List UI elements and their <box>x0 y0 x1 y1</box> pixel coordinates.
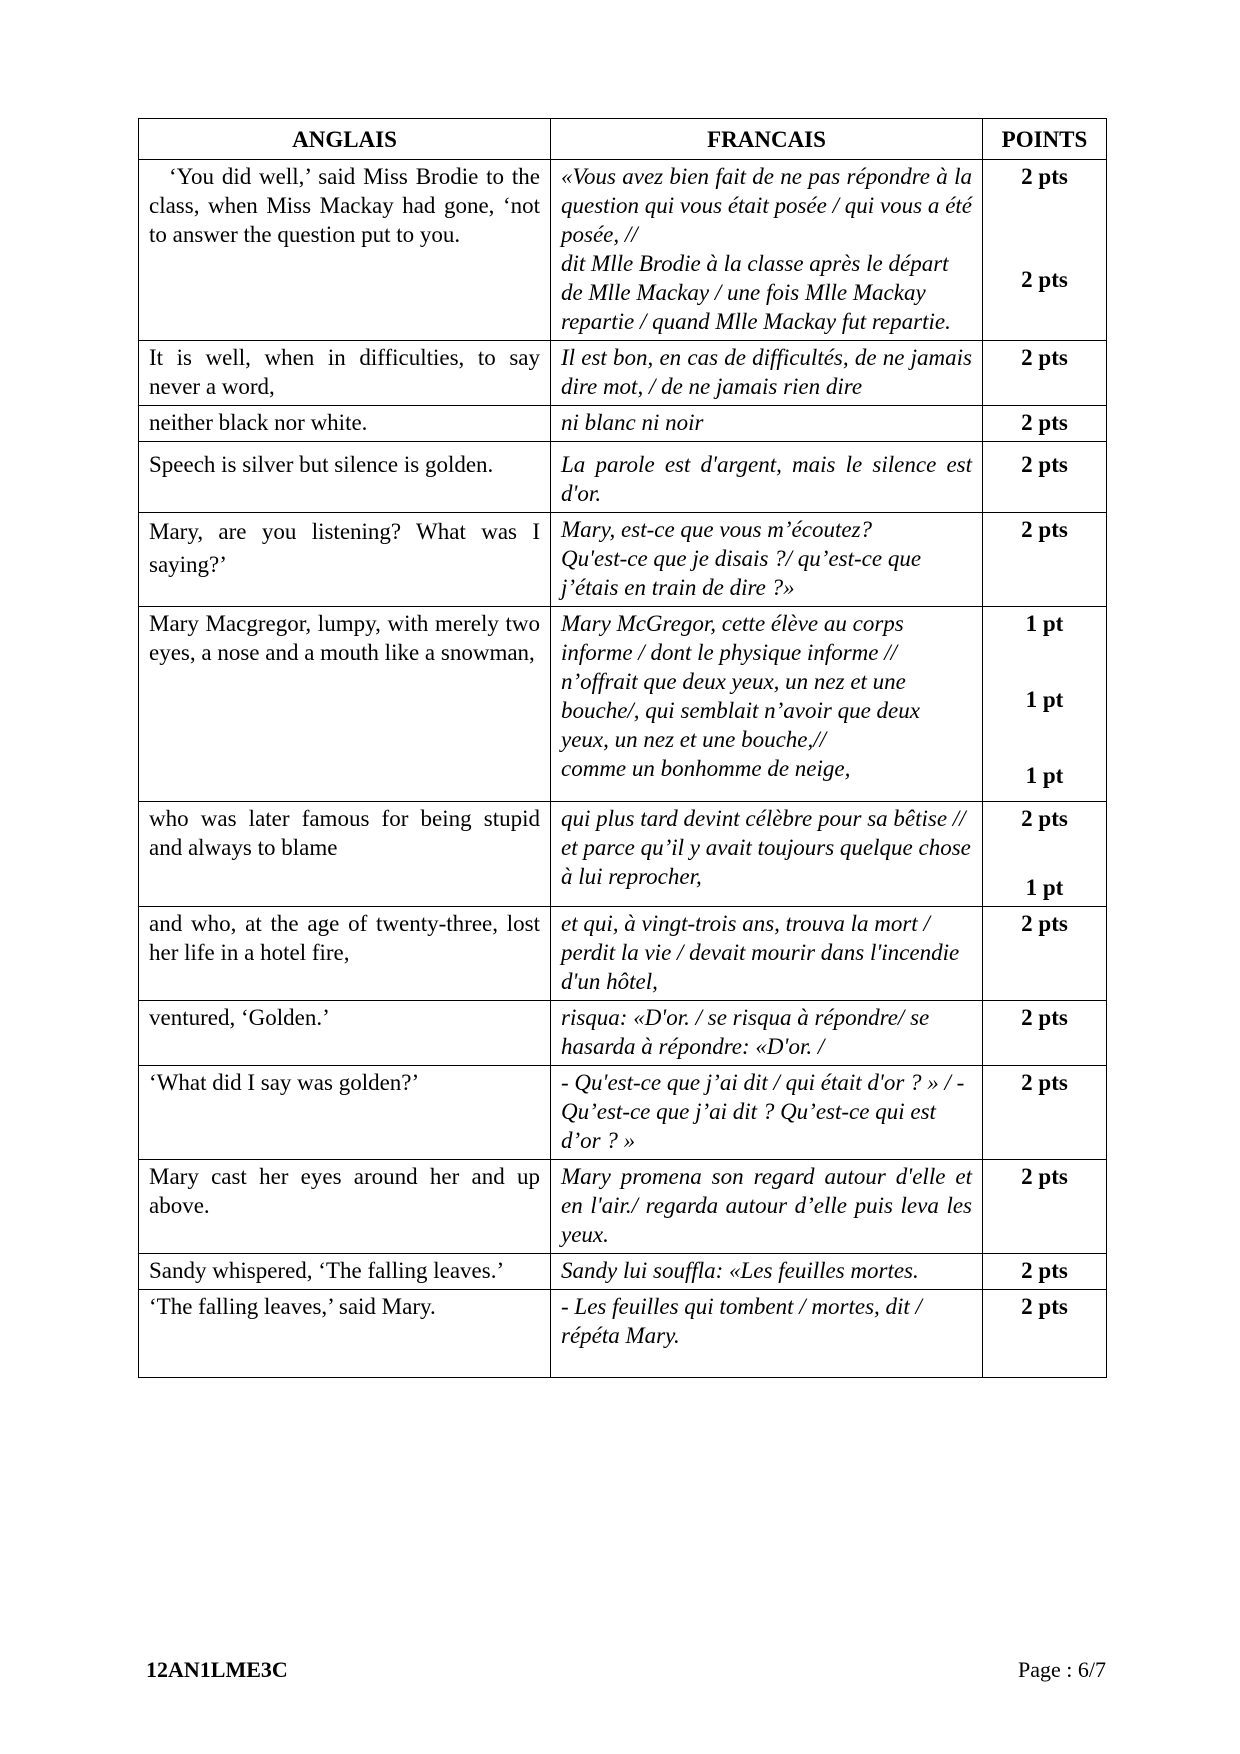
french-text: Qu'est-ce que je disais ?/ qu’est-ce que j’étais en train de dire ?» <box>561 546 922 600</box>
points-cell <box>983 802 1107 907</box>
french-text: - Les feuilles qui tombent / mortes, dit / répéta Mary. <box>561 1294 922 1348</box>
english-text: Mary cast her eyes around her and up above. <box>149 1164 540 1218</box>
french-text: Mary McGregor, cette élève au corps informe / dont le physique informe // <box>561 611 904 665</box>
points-value: 1 pt <box>1025 611 1064 636</box>
page-number: Page : 6/7 <box>1018 1657 1106 1682</box>
french-text: qui plus tard devint célèbre pour sa bêtise // <box>561 806 966 831</box>
table-row <box>139 513 1107 607</box>
table-row <box>139 406 1107 442</box>
french-cell <box>551 1001 983 1066</box>
header-anglais: ANGLAIS <box>139 119 551 160</box>
points-cell <box>983 513 1107 607</box>
french-text: n’offrait que deux yeux, un nez et une bouche/, qui semblait n’avoir que deux yeux, un nez et une bouche,// <box>561 669 920 752</box>
table-header-row <box>139 119 1107 160</box>
table-row <box>139 607 1107 802</box>
points-value: 2 pts <box>1021 452 1068 477</box>
header-francais: FRANCAIS <box>551 119 983 160</box>
points-value: 2 pts <box>1021 1164 1068 1189</box>
french-cell <box>551 406 983 442</box>
french-cell <box>551 1290 983 1378</box>
english-cell <box>139 1254 551 1290</box>
french-text: «Vous avez bien fait de ne pas répondre à la question qui vous était posée / qui vous a été posée, // <box>561 164 972 247</box>
english-cell <box>139 607 551 802</box>
points-value: 2 pts <box>1021 1294 1068 1319</box>
english-cell <box>139 442 551 513</box>
french-text: comme un bonhomme de neige, <box>561 756 851 781</box>
french-cell <box>551 160 983 341</box>
english-cell <box>139 513 551 607</box>
french-text: et qui, à vingt-trois ans, trouva la mort / perdit la vie / devait mourir dans l'incendie d'un hôtel, <box>561 911 960 994</box>
table-row <box>139 1160 1107 1254</box>
french-cell <box>551 802 983 907</box>
points-cell <box>983 907 1107 1001</box>
points-value: 2 pts <box>1021 164 1068 189</box>
english-cell <box>139 160 551 341</box>
french-cell <box>551 607 983 802</box>
english-text: Mary Macgregor, lumpy, with merely two eyes, a nose and a mouth like a snowman, <box>149 611 540 665</box>
french-text: - Qu'est-ce que j’ai dit / qui était d'or ? » / - Qu’est-ce que j’ai dit ? Qu’est-ce qui est d’or ? » <box>561 1070 965 1153</box>
english-cell <box>139 341 551 406</box>
english-text: ventured, ‘Golden.’ <box>149 1005 330 1030</box>
points-value: 1 pt <box>1025 875 1064 900</box>
french-text: et parce qu’il y avait toujours quelque chose à lui reprocher, <box>561 835 971 889</box>
english-text: and who, at the age of twenty-three, lost her life in a hotel fire, <box>149 911 540 965</box>
table-row <box>139 1001 1107 1066</box>
french-cell <box>551 1066 983 1160</box>
points-value: 1 pt <box>1025 763 1064 788</box>
points-cell <box>983 406 1107 442</box>
points-value: 1 pt <box>1025 687 1064 712</box>
points-cell <box>983 607 1107 802</box>
english-cell <box>139 802 551 907</box>
french-text: Il est bon, en cas de difficultés, de ne jamais dire mot, / de ne jamais rien dire <box>561 345 972 399</box>
french-text: risqua: «D'or. / se risqua à répondre/ se hasarda à répondre: «D'or. / <box>561 1005 930 1059</box>
english-cell <box>139 406 551 442</box>
french-cell <box>551 1254 983 1290</box>
french-cell <box>551 907 983 1001</box>
points-cell <box>983 1290 1107 1378</box>
french-text: La parole est d'argent, mais le silence est d'or. <box>561 452 972 506</box>
document-code: 12AN1LME3C <box>146 1657 288 1682</box>
points-value: 2 pts <box>1021 267 1068 292</box>
points-cell <box>983 1001 1107 1066</box>
french-cell <box>551 442 983 513</box>
french-text: Mary promena son regard autour d'elle et en l'air./ regarda autour d’elle puis leva les yeux. <box>561 1164 972 1247</box>
french-cell <box>551 513 983 607</box>
table-row <box>139 442 1107 513</box>
points-value: 2 pts <box>1021 1070 1068 1095</box>
spacer <box>561 783 972 797</box>
points-value: 2 pts <box>1021 345 1068 370</box>
points-value: 2 pts <box>1021 1005 1068 1030</box>
points-cell <box>983 442 1107 513</box>
table-row <box>139 907 1107 1001</box>
table-row <box>139 1254 1107 1290</box>
points-value: 2 pts <box>1021 806 1068 831</box>
points-value: 2 pts <box>1021 517 1068 542</box>
english-cell <box>139 1290 551 1378</box>
english-text: ‘What did I say was golden?’ <box>149 1070 420 1095</box>
french-text: dit Mlle Brodie à la classe après le départ de Mlle Mackay / une fois Mlle Mackay repartie / quand Mlle Mackay fut repartie. <box>561 251 951 334</box>
english-text: It is well, when in difficulties, to say never a word, <box>149 345 540 399</box>
header-points: POINTS <box>983 119 1107 160</box>
english-text: ‘The falling leaves,’ said Mary. <box>149 1294 436 1319</box>
table-row <box>139 802 1107 907</box>
points-cell <box>983 160 1107 341</box>
table-row <box>139 341 1107 406</box>
english-cell <box>139 907 551 1001</box>
french-text: ni blanc ni noir <box>561 410 704 435</box>
french-cell <box>551 1160 983 1254</box>
points-cell <box>983 341 1107 406</box>
points-value: 2 pts <box>1021 1258 1068 1283</box>
english-cell <box>139 1066 551 1160</box>
grading-table <box>138 118 1107 1378</box>
english-cell <box>139 1160 551 1254</box>
points-value: 2 pts <box>1021 410 1068 435</box>
french-cell <box>551 341 983 406</box>
english-text: Sandy whispered, ‘The falling leaves.’ <box>149 1258 505 1283</box>
english-text: neither black nor white. <box>149 410 368 435</box>
points-cell <box>983 1254 1107 1290</box>
table-row <box>139 160 1107 341</box>
points-cell <box>983 1160 1107 1254</box>
points-value: 2 pts <box>1021 911 1068 936</box>
english-cell <box>139 1001 551 1066</box>
table-row <box>139 1066 1107 1160</box>
french-text: Sandy lui souffla: «Les feuilles mortes. <box>561 1258 919 1283</box>
table-row <box>139 1290 1107 1378</box>
points-cell <box>983 1066 1107 1160</box>
english-text: Speech is silver but silence is golden. <box>149 452 494 477</box>
english-text: who was later famous for being stupid and always to blame <box>149 806 540 860</box>
french-text: Mary, est-ce que vous m’écoutez? <box>561 517 873 542</box>
english-text: ‘You did well,’ said Miss Brodie to the class, when Miss Mackay had gone, ‘not to answer the question put to you. <box>149 164 540 247</box>
english-text: Mary, are you listening? What was I saying?’ <box>149 519 540 577</box>
